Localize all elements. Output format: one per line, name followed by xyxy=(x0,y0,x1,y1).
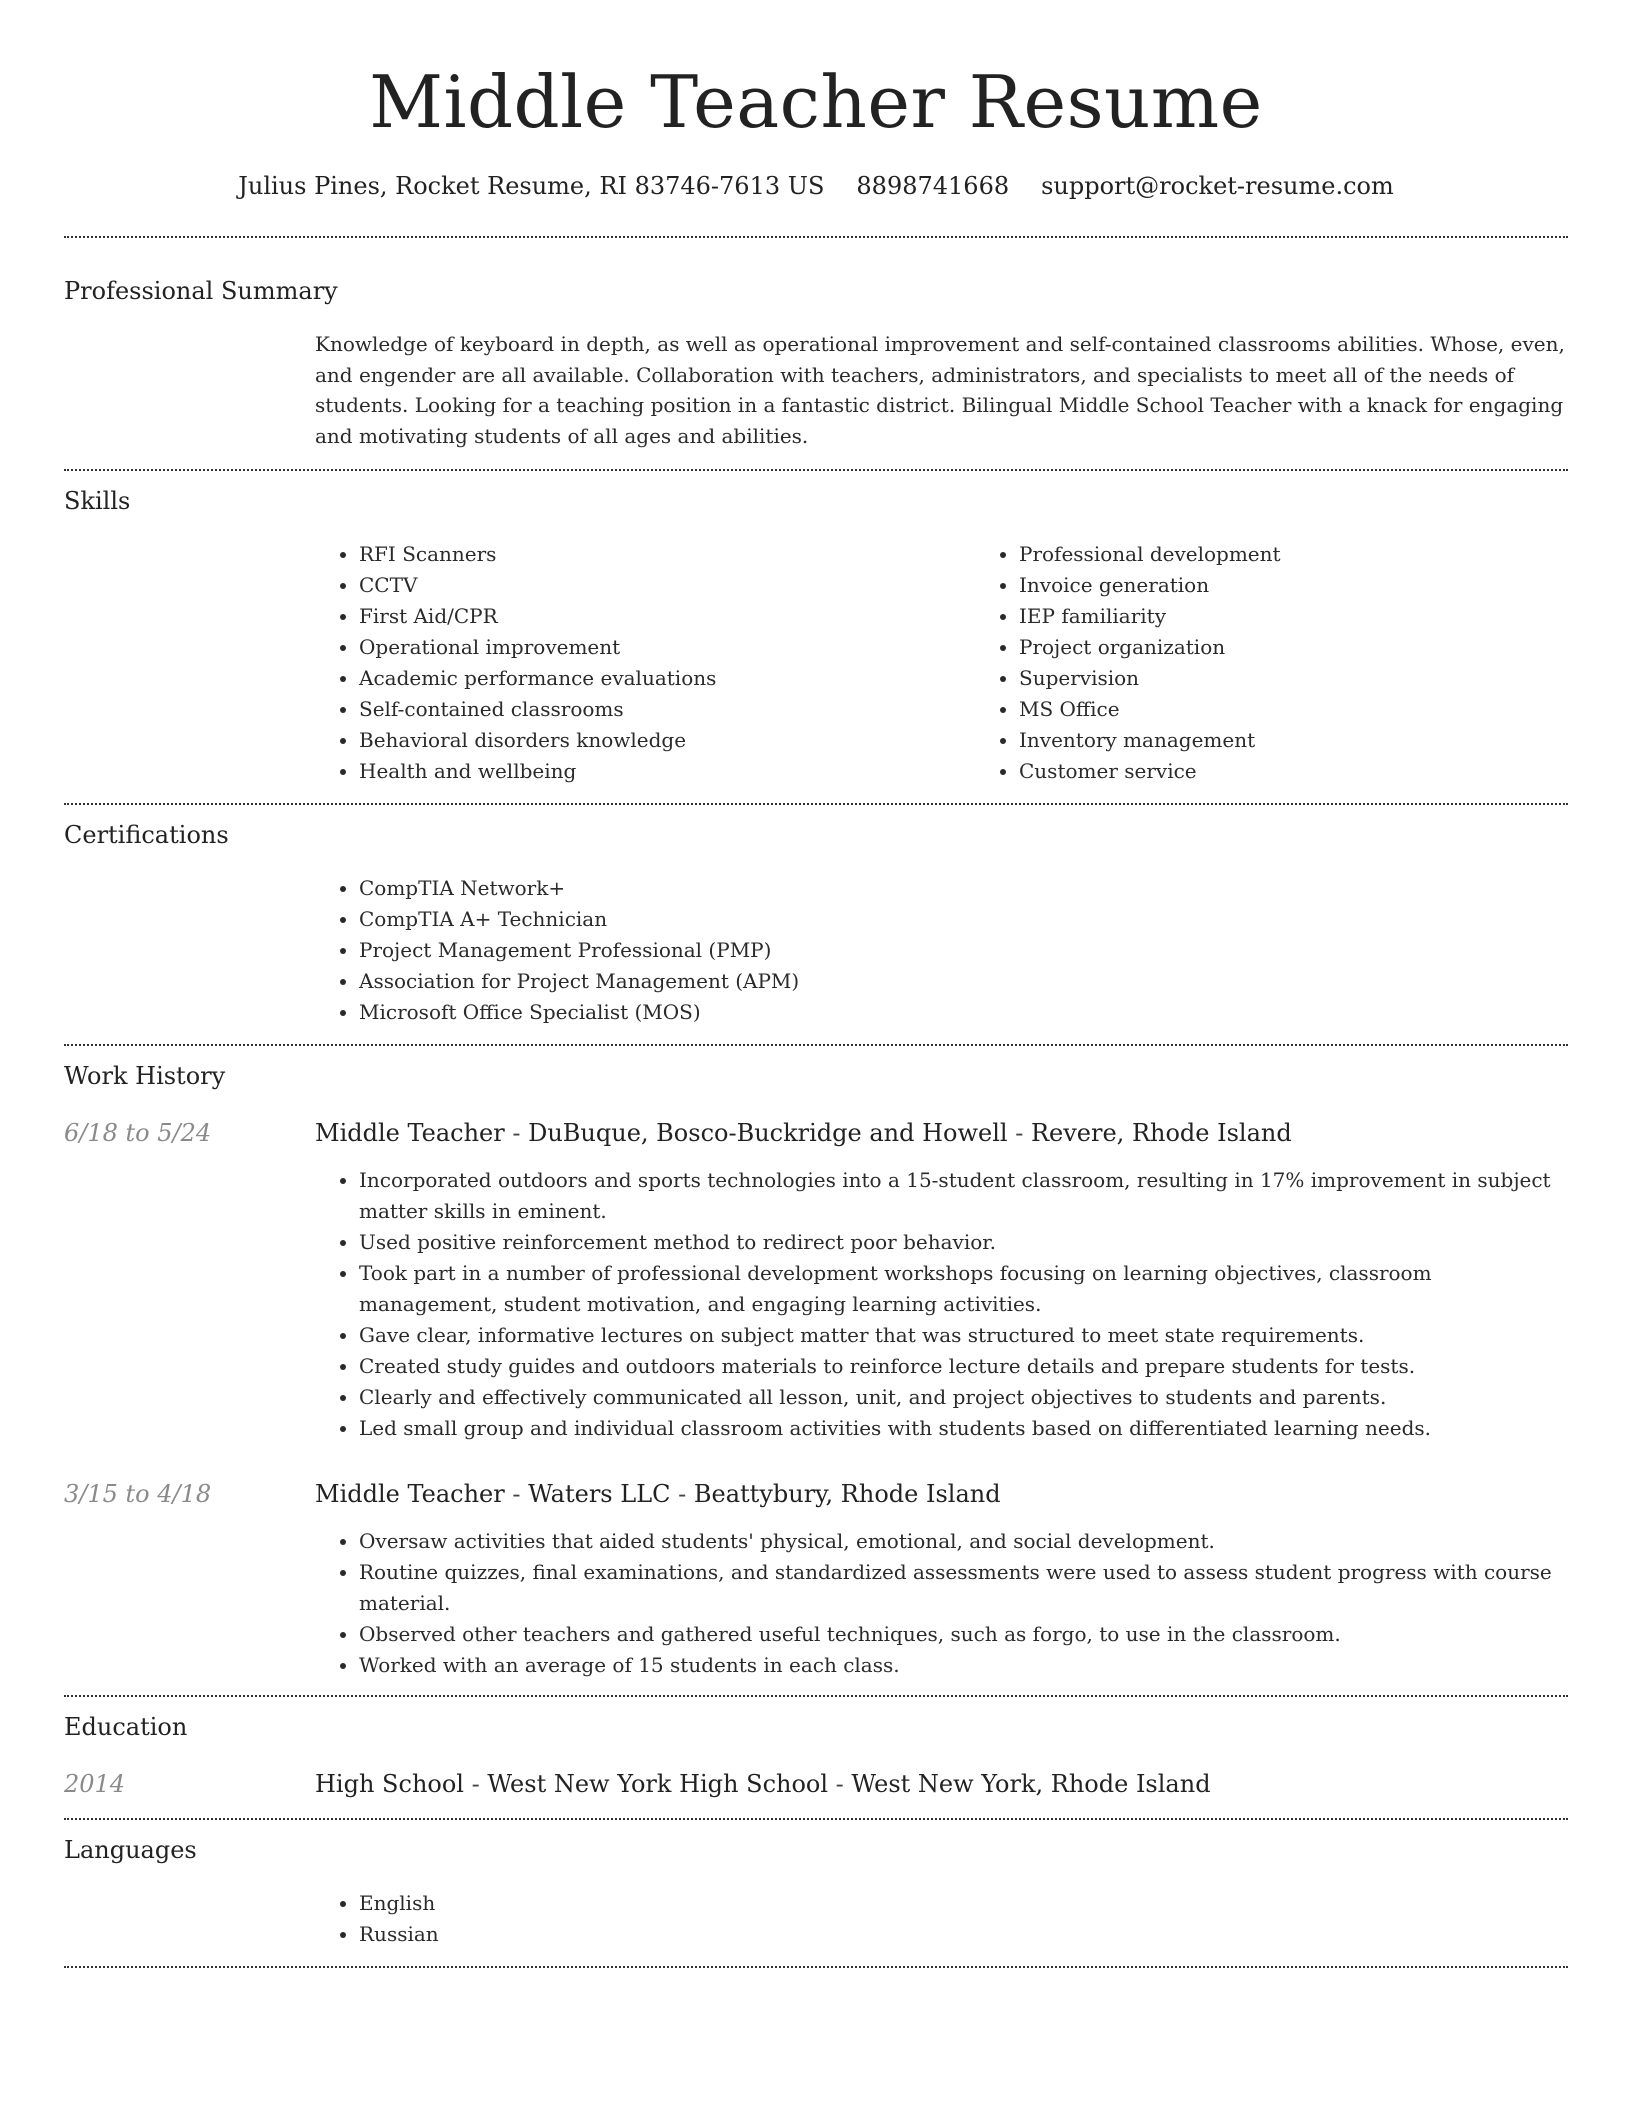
job-location: Revere, Rhode Island xyxy=(1030,1119,1292,1147)
job-entry xyxy=(64,1478,1568,1681)
job-bullet: • Oversaw activities that aided students' physical, emotional, and social development. xyxy=(359,1526,1568,1557)
skill-item: • Supervision xyxy=(1019,663,1632,694)
separator: - xyxy=(1007,1119,1031,1147)
job-location: Beattybury, Rhode Island xyxy=(693,1480,1001,1508)
certification-item: • Microsoft Office Specialist (MOS) xyxy=(359,997,1568,1028)
job-dates: 3/15 to 4/18 xyxy=(64,1480,212,1508)
education-section xyxy=(64,1697,1568,1818)
job-bullet: • Worked with an average of 15 students in each class. xyxy=(359,1650,1568,1681)
summary-text: Knowledge of keyboard in depth, as well as operational improvement and self-contained classrooms abilities. Whose, even, and engender are all available. Collaboration with teachers, administrators, and specialists to meet all of the needs of students. Looking for a teaching position in a fantastic district. Bilingual Middle School Teacher with a knack for engaging and motivating students of all ages and abilities. xyxy=(315,332,1565,448)
skill-item: • Project organization xyxy=(1019,632,1632,663)
skill-item: • MS Office xyxy=(1019,694,1632,725)
skill-item: • First Aid/CPR xyxy=(359,601,975,632)
skill-item: • Health and wellbeing xyxy=(359,756,975,787)
certifications-section xyxy=(64,805,1568,1044)
language-item: • Russian xyxy=(359,1919,1568,1950)
skill-item: • Customer service xyxy=(1019,756,1632,787)
section-heading-summary: Professional Summary xyxy=(64,277,338,305)
separator: - xyxy=(828,1770,852,1798)
job-heading xyxy=(315,1117,1568,1149)
skill-item: • Inventory management xyxy=(1019,725,1632,756)
education-date: 2014 xyxy=(64,1770,126,1798)
resume-page xyxy=(64,0,1568,1968)
skill-item: • Self-contained classrooms xyxy=(359,694,975,725)
job-company: Waters LLC xyxy=(528,1480,671,1508)
job-bullets xyxy=(315,1165,1568,1444)
contact-info xyxy=(64,170,1568,202)
skill-item: • IEP familiarity xyxy=(1019,601,1632,632)
job-bullet: • Clearly and effectively communicated all lesson, unit, and project objectives to students and parents. xyxy=(359,1382,1568,1413)
job-title: Middle Teacher xyxy=(315,1480,505,1508)
work-history-section xyxy=(64,1046,1568,1695)
separator: - xyxy=(504,1119,529,1147)
certifications-list xyxy=(315,873,1568,1028)
section-heading-certifications: Certifications xyxy=(64,821,229,849)
section-heading-skills: Skills xyxy=(64,487,131,515)
job-bullet: • Routine quizzes, final examinations, and standardized assessments were used to assess student progress with course material. xyxy=(359,1557,1568,1619)
contact-email: support@rocket-resume.com xyxy=(1041,172,1394,200)
job-company: DuBuque, Bosco-Buckridge and Howell xyxy=(528,1119,1008,1147)
job-bullet: • Created study guides and outdoors materials to reinforce lecture details and prepare students for tests. xyxy=(359,1351,1568,1382)
skills-list-left xyxy=(315,539,975,787)
education-heading xyxy=(315,1768,1568,1800)
education-location: West New York, Rhode Island xyxy=(851,1770,1211,1798)
language-item: • English xyxy=(359,1888,1568,1919)
job-entry xyxy=(64,1117,1568,1444)
job-bullet: • Observed other teachers and gathered useful techniques, such as forgo, to use in the classroom. xyxy=(359,1619,1568,1650)
job-bullet: • Used positive reinforcement method to redirect poor behavior. xyxy=(359,1227,1568,1258)
section-heading-work-history: Work History xyxy=(64,1062,226,1090)
certification-item: • CompTIA A+ Technician xyxy=(359,904,1568,935)
contact-address: Julius Pines, Rocket Resume, RI 83746-7613 US xyxy=(238,172,825,200)
education-school: West New York High School xyxy=(487,1770,829,1798)
skill-item: • Behavioral disorders knowledge xyxy=(359,725,975,756)
skill-item: • Invoice generation xyxy=(1019,570,1632,601)
skill-item: • CCTV xyxy=(359,570,975,601)
languages-list xyxy=(315,1888,1568,1950)
job-heading xyxy=(315,1478,1568,1510)
certification-item: • CompTIA Network+ xyxy=(359,873,1568,904)
job-bullets xyxy=(315,1526,1568,1681)
separator: - xyxy=(463,1770,488,1798)
skill-item: • RFI Scanners xyxy=(359,539,975,570)
education-degree: High School xyxy=(315,1770,464,1798)
skills-section xyxy=(64,471,1568,803)
separator: - xyxy=(670,1480,694,1508)
job-bullet: • Gave clear, informative lectures on subject matter that was structured to meet state requirements. xyxy=(359,1320,1568,1351)
skill-item: • Academic performance evaluations xyxy=(359,663,975,694)
job-bullet: • Took part in a number of professional development workshops focusing on learning objectives, classroom management, student motivation, and engaging learning activities. xyxy=(359,1258,1568,1320)
job-bullet: • Led small group and individual classroom activities with students based on differentiated learning needs. xyxy=(359,1413,1568,1444)
job-title: Middle Teacher xyxy=(315,1119,505,1147)
skill-item: • Operational improvement xyxy=(359,632,975,663)
contact-phone: 8898741668 xyxy=(856,172,1010,200)
skill-item: • Professional development xyxy=(1019,539,1632,570)
skills-list-right xyxy=(975,539,1632,787)
certification-item: • Project Management Professional (PMP) xyxy=(359,935,1568,966)
resume-title: Middle Teacher Resume xyxy=(369,60,1263,144)
section-divider xyxy=(64,1966,1568,1968)
certification-item: • Association for Project Management (APM) xyxy=(359,966,1568,997)
section-heading-languages: Languages xyxy=(64,1836,197,1864)
languages-section xyxy=(64,1820,1568,1966)
job-dates: 6/18 to 5/24 xyxy=(64,1119,212,1147)
education-entry xyxy=(64,1768,1568,1800)
professional-summary-section xyxy=(64,238,1568,469)
job-bullet: • Incorporated outdoors and sports technologies into a 15-student classroom, resulting in 17% improvement in subject matter skills in eminent. xyxy=(359,1165,1568,1227)
section-heading-education: Education xyxy=(64,1713,188,1741)
separator: - xyxy=(504,1480,529,1508)
